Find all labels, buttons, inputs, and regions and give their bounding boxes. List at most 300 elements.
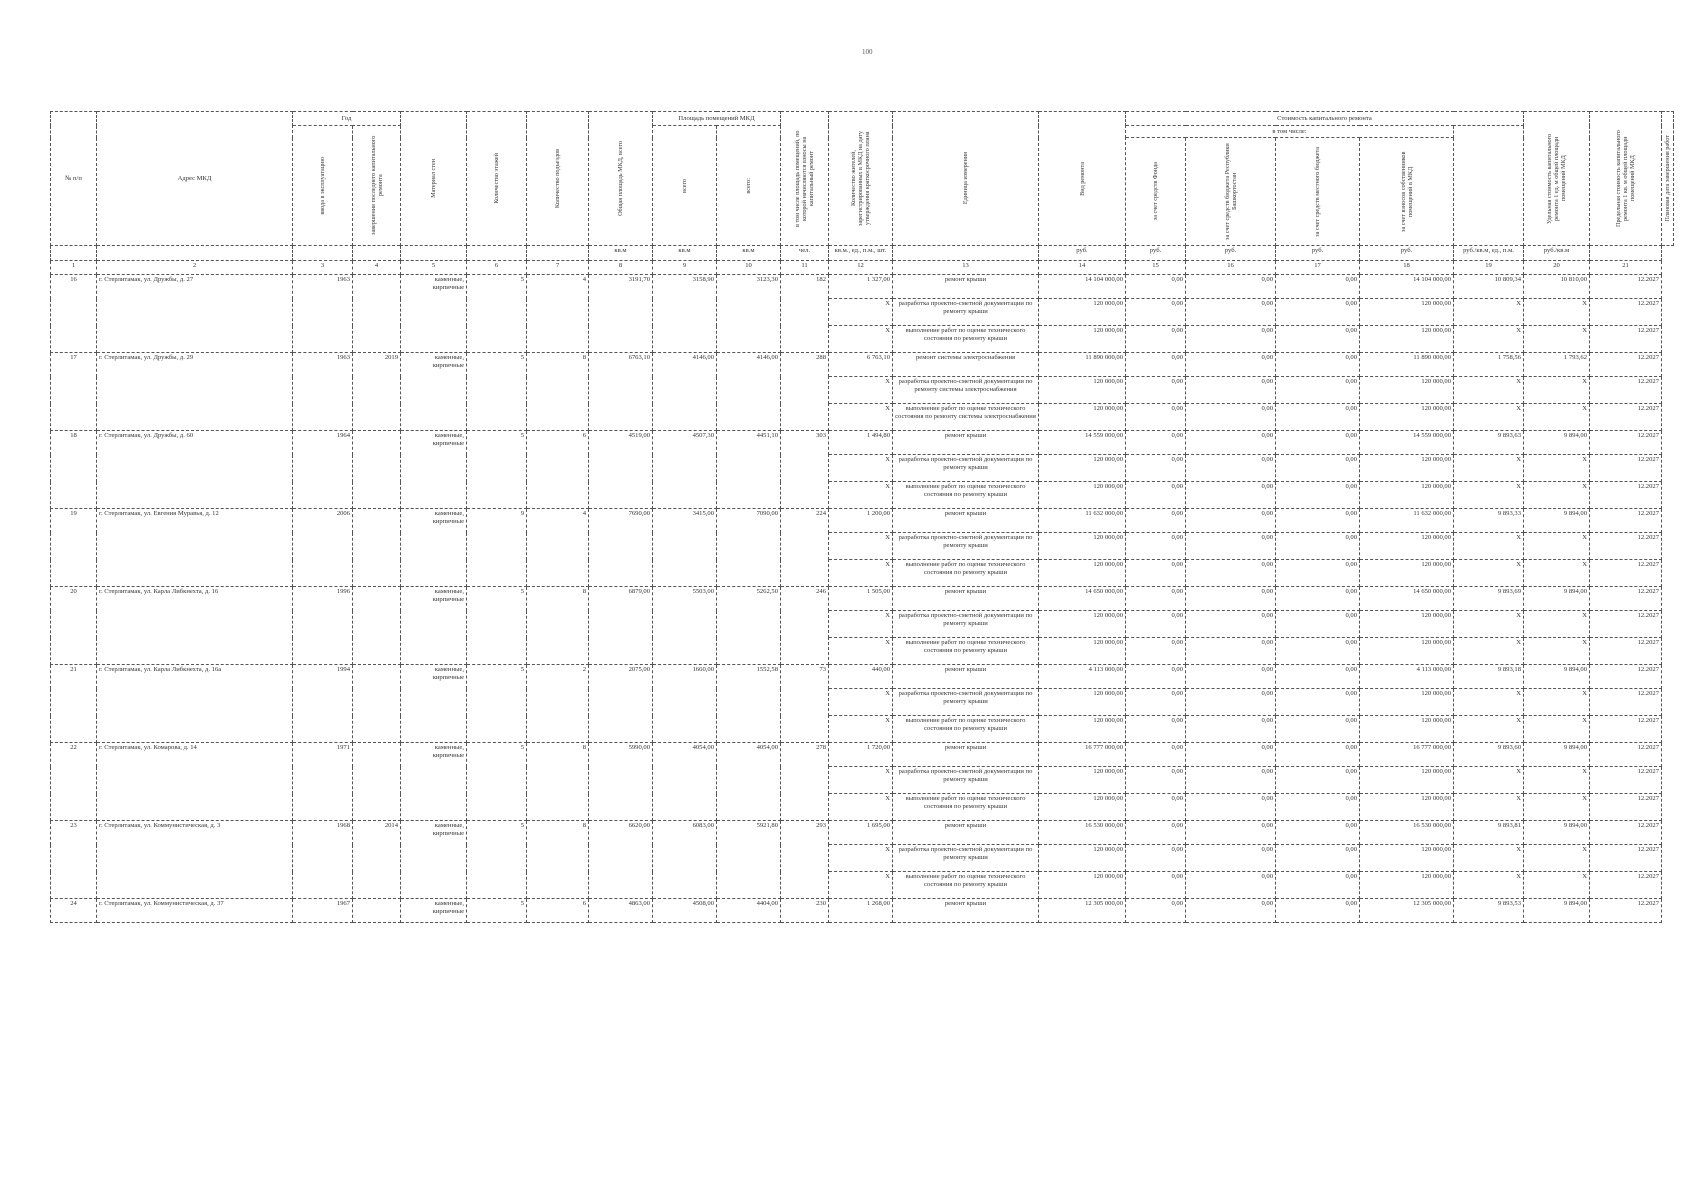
cell-max-cost: X <box>1524 560 1590 587</box>
cell-cost-fund: 0,00 <box>1126 353 1186 377</box>
cell-no: 19 <box>51 509 97 587</box>
cell-cost-total: 14 104 000,00 <box>1039 275 1126 299</box>
cell-cost-local: 0,00 <box>1276 299 1360 326</box>
cell-cost-owners: 120 000,00 <box>1360 455 1454 482</box>
cell-entrances: 8 <box>527 587 589 665</box>
cell-planned-date: 12.2027 <box>1590 560 1662 587</box>
cell-max-cost: 9 894,00 <box>1524 665 1590 689</box>
cell-cost-republic: 0,00 <box>1186 404 1276 431</box>
cell-cost-owners: 14 650 000,00 <box>1360 587 1454 611</box>
cell-cost-fund: 0,00 <box>1126 431 1186 455</box>
table-row-house <box>51 275 1674 299</box>
cell-area-premises: 4508,00 <box>653 899 717 923</box>
cell-cost-owners: 120 000,00 <box>1360 299 1454 326</box>
cell-floors: 5 <box>467 743 527 821</box>
cell-max-cost: X <box>1524 638 1590 665</box>
cell-unit-cost: 9 893,69 <box>1454 587 1524 611</box>
cell-cost-local: 0,00 <box>1276 455 1360 482</box>
cell-area-residential: 4054,00 <box>717 743 781 821</box>
cell-quantity: X <box>829 845 893 872</box>
cell-planned-date: 12.2027 <box>1590 353 1662 377</box>
cell-work-type: разработка проектно-сметной документации по ремонту крыши <box>893 299 1039 326</box>
cell-unit-cost: 9 893,60 <box>1454 743 1524 767</box>
cell-cost-total: 16 777 000,00 <box>1039 743 1126 767</box>
cell-address: г. Стерлитамак, ул. Дружбы, д. 60 <box>97 431 293 509</box>
cell-cost-republic: 0,00 <box>1186 665 1276 689</box>
cell-floors: 5 <box>467 275 527 353</box>
cell-work-type: выполнение работ по оценке технического состояния по ремонту крыши <box>893 794 1039 821</box>
cell-year-built: 1996 <box>293 587 353 665</box>
cell-year-built: 1994 <box>293 665 353 743</box>
cell-quantity: X <box>829 794 893 821</box>
cell-planned-date: 12.2027 <box>1590 377 1662 404</box>
cell-cost-republic: 0,00 <box>1186 275 1276 299</box>
cell-max-cost: 9 894,00 <box>1524 587 1590 611</box>
cell-floors: 5 <box>467 899 527 923</box>
cell-cost-total: 120 000,00 <box>1039 689 1126 716</box>
cell-cost-owners: 120 000,00 <box>1360 326 1454 353</box>
header-year-group: Год <box>293 112 401 126</box>
table-row-house <box>51 509 1674 533</box>
header-residents: Количество жителей, зарегистрированных в МКД на дату утверждения краткосрочного плана <box>829 112 893 246</box>
cell-work-type: разработка проектно-сметной документации по ремонту крыши <box>893 611 1039 638</box>
cell-address: г. Стерлитамак, ул. Карла Либкнехта, д. 16 <box>97 587 293 665</box>
cell-material: каменные, кирпичные <box>401 899 467 923</box>
cell-cost-fund: 0,00 <box>1126 716 1186 743</box>
column-number-row: 1 2 3 4 5 6 7 8 9 10 11 12 13 14 15 16 17 18 19 20 21 <box>51 261 1674 275</box>
cell-work-type: выполнение работ по оценке технического состояния по ремонту крыши <box>893 560 1039 587</box>
cell-area-residential: 4404,00 <box>717 899 781 923</box>
cell-work-type: ремонт крыши <box>893 275 1039 299</box>
header-max-cost: Предельная стоимость капитального ремонта 1 кв. м общей площади помещений МКД <box>1590 112 1662 246</box>
cell-area-premises: 3415,00 <box>653 509 717 587</box>
cell-cost-total: 16 530 000,00 <box>1039 821 1126 845</box>
cell-cost-owners: 120 000,00 <box>1360 767 1454 794</box>
header-entrances: Количество подъездов <box>527 112 589 246</box>
header-unit-cost: Удельная стоимость капитального ремонта 1 ед. м общей площади помещений МКД <box>1524 112 1590 246</box>
cell-max-cost: X <box>1524 845 1590 872</box>
cell-max-cost: 9 894,00 <box>1524 899 1590 923</box>
cell-quantity: 440,00 <box>829 665 893 689</box>
cell-max-cost: X <box>1524 377 1590 404</box>
header-cost-republic: за счет средств бюджета Республики Башкортостан <box>1186 138 1276 246</box>
header-cost-local: за счет средств местного бюджета <box>1276 138 1360 246</box>
cell-cost-fund: 0,00 <box>1126 743 1186 767</box>
cell-cost-local: 0,00 <box>1276 821 1360 845</box>
header-no: № п/п <box>51 112 97 246</box>
cell-no: 23 <box>51 821 97 899</box>
cell-cost-fund: 0,00 <box>1126 560 1186 587</box>
cell-unit-cost: 9 893,53 <box>1454 899 1524 923</box>
cell-no: 17 <box>51 353 97 431</box>
header-total-area: Общая площадь МКД, всего <box>589 112 653 246</box>
cell-cost-local: 0,00 <box>1276 533 1360 560</box>
cell-cost-total: 120 000,00 <box>1039 716 1126 743</box>
cell-cost-republic: 0,00 <box>1186 299 1276 326</box>
cell-cost-republic: 0,00 <box>1186 845 1276 872</box>
capital-repair-plan-table <box>50 111 1674 923</box>
cell-quantity: X <box>829 533 893 560</box>
cell-cost-owners: 120 000,00 <box>1360 611 1454 638</box>
cell-quantity: X <box>829 560 893 587</box>
cell-cost-local: 0,00 <box>1276 689 1360 716</box>
cell-quantity: 6 763,10 <box>829 353 893 377</box>
cell-area-residential: 1552,58 <box>717 665 781 743</box>
cell-work-type: ремонт системы электроснабжения <box>893 353 1039 377</box>
cell-cost-local: 0,00 <box>1276 509 1360 533</box>
cell-cost-total: 120 000,00 <box>1039 299 1126 326</box>
page-number: 100 <box>862 48 873 56</box>
cell-area-total: 6763,10 <box>589 353 653 431</box>
cell-unit-cost: 9 893,33 <box>1454 509 1524 533</box>
cell-planned-date: 12.2027 <box>1590 743 1662 767</box>
cell-cost-local: 0,00 <box>1276 899 1360 923</box>
cell-max-cost: X <box>1524 482 1590 509</box>
header-cost-subgroup: в том числе: <box>1126 126 1454 138</box>
table-row-house <box>51 821 1674 845</box>
cell-cost-total: 120 000,00 <box>1039 533 1126 560</box>
table-row-house <box>51 353 1674 377</box>
cell-cost-local: 0,00 <box>1276 275 1360 299</box>
cell-quantity: X <box>829 716 893 743</box>
cell-unit-cost: X <box>1454 845 1524 872</box>
cell-area-residential: 7090,00 <box>717 509 781 587</box>
cell-work-type: выполнение работ по оценке технического состояния по ремонту крыши <box>893 482 1039 509</box>
cell-max-cost: X <box>1524 767 1590 794</box>
cell-area-total: 3191,70 <box>589 275 653 353</box>
cell-unit-cost: X <box>1454 872 1524 899</box>
cell-area-total: 4519,00 <box>589 431 653 509</box>
cell-quantity: X <box>829 326 893 353</box>
cell-year-repair: 2014 <box>353 821 401 899</box>
cell-cost-owners: 120 000,00 <box>1360 872 1454 899</box>
cell-cost-republic: 0,00 <box>1186 716 1276 743</box>
cell-cost-republic: 0,00 <box>1186 821 1276 845</box>
cell-cost-fund: 0,00 <box>1126 275 1186 299</box>
cell-cost-total: 14 559 000,00 <box>1039 431 1126 455</box>
cell-no: 18 <box>51 431 97 509</box>
cell-address: г. Стерлитамак, ул. Дружбы, д. 29 <box>97 353 293 431</box>
cell-planned-date: 12.2027 <box>1590 821 1662 845</box>
cell-material: каменные, кирпичные <box>401 665 467 743</box>
cell-cost-republic: 0,00 <box>1186 689 1276 716</box>
cell-cost-fund: 0,00 <box>1126 299 1186 326</box>
cell-material: каменные, кирпичные <box>401 743 467 821</box>
cell-quantity: 1 720,00 <box>829 743 893 767</box>
cell-cost-republic: 0,00 <box>1186 533 1276 560</box>
cell-planned-date: 12.2027 <box>1590 716 1662 743</box>
cell-area-residential: 3123,30 <box>717 275 781 353</box>
cell-year-built: 1967 <box>293 899 353 923</box>
cell-cost-local: 0,00 <box>1276 431 1360 455</box>
cell-cost-fund: 0,00 <box>1126 899 1186 923</box>
cell-planned-date: 12.2027 <box>1590 431 1662 455</box>
cell-max-cost: X <box>1524 533 1590 560</box>
cell-cost-local: 0,00 <box>1276 743 1360 767</box>
cell-max-cost: X <box>1524 716 1590 743</box>
cell-area-residential: 4146,00 <box>717 353 781 431</box>
cell-year-built: 2006 <box>293 509 353 587</box>
cell-cost-republic: 0,00 <box>1186 431 1276 455</box>
cell-quantity: 1 505,00 <box>829 587 893 611</box>
cell-cost-local: 0,00 <box>1276 716 1360 743</box>
cell-entrances: 4 <box>527 509 589 587</box>
cell-cost-total: 4 113 000,00 <box>1039 665 1126 689</box>
cell-cost-total: 11 890 000,00 <box>1039 353 1126 377</box>
cell-max-cost: X <box>1524 326 1590 353</box>
units-row: кв.м кв.м кв.м чел. кв.м., ед., п.м., шт. руб. руб. руб. руб. руб. руб./кв.м, ед., п.м. руб./кв.м <box>51 246 1674 261</box>
cell-cost-owners: 120 000,00 <box>1360 377 1454 404</box>
cell-planned-date: 12.2027 <box>1590 845 1662 872</box>
cell-work-type: разработка проектно-сметной документации по ремонту крыши <box>893 845 1039 872</box>
cell-year-built: 1963 <box>293 353 353 431</box>
cell-cost-owners: 16 777 000,00 <box>1360 743 1454 767</box>
cell-floors: 5 <box>467 353 527 431</box>
cell-cost-local: 0,00 <box>1276 872 1360 899</box>
cell-cost-owners: 120 000,00 <box>1360 533 1454 560</box>
cell-address: г. Стерлитамак, ул. Карла Либкнехта, д. 16а <box>97 665 293 743</box>
cell-no: 16 <box>51 275 97 353</box>
cell-area-residential: 5921,80 <box>717 821 781 899</box>
cell-max-cost: X <box>1524 455 1590 482</box>
cell-planned-date: 12.2027 <box>1590 794 1662 821</box>
cell-cost-republic: 0,00 <box>1186 794 1276 821</box>
cell-cost-total: 120 000,00 <box>1039 326 1126 353</box>
cell-quantity: X <box>829 611 893 638</box>
cell-quantity: X <box>829 482 893 509</box>
cell-work-type: ремонт крыши <box>893 431 1039 455</box>
cell-cost-owners: 120 000,00 <box>1360 638 1454 665</box>
cell-area-premises: 1660,00 <box>653 665 717 743</box>
cell-cost-owners: 120 000,00 <box>1360 482 1454 509</box>
cell-entrances: 8 <box>527 743 589 821</box>
cell-cost-fund: 0,00 <box>1126 455 1186 482</box>
cell-cost-local: 0,00 <box>1276 794 1360 821</box>
cell-max-cost: X <box>1524 689 1590 716</box>
cell-max-cost: X <box>1524 299 1590 326</box>
cell-year-built: 1968 <box>293 821 353 899</box>
cell-unit-cost: X <box>1454 767 1524 794</box>
cell-unit-cost: X <box>1454 482 1524 509</box>
cell-cost-owners: 14 559 000,00 <box>1360 431 1454 455</box>
cell-cost-total: 120 000,00 <box>1039 767 1126 794</box>
cell-cost-republic: 0,00 <box>1186 872 1276 899</box>
cell-unit-cost: X <box>1454 716 1524 743</box>
cell-cost-local: 0,00 <box>1276 353 1360 377</box>
cell-cost-total: 120 000,00 <box>1039 845 1126 872</box>
cell-cost-fund: 0,00 <box>1126 326 1186 353</box>
cell-unit-cost: X <box>1454 689 1524 716</box>
cell-entrances: 2 <box>527 665 589 743</box>
cell-cost-republic: 0,00 <box>1186 509 1276 533</box>
cell-address: г. Стерлитамак, ул. Коммунистическая, д. 37 <box>97 899 293 923</box>
cell-year-repair <box>353 587 401 665</box>
cell-cost-local: 0,00 <box>1276 665 1360 689</box>
cell-year-repair <box>353 509 401 587</box>
cell-cost-republic: 0,00 <box>1186 587 1276 611</box>
cell-planned-date: 12.2027 <box>1590 587 1662 611</box>
cell-cost-local: 0,00 <box>1276 326 1360 353</box>
cell-unit-cost: X <box>1454 794 1524 821</box>
cell-planned-date: 12.2027 <box>1590 455 1662 482</box>
cell-unit-cost: X <box>1454 299 1524 326</box>
cell-max-cost: 9 894,00 <box>1524 431 1590 455</box>
cell-cost-total: 120 000,00 <box>1039 794 1126 821</box>
cell-area-premises: 4507,30 <box>653 431 717 509</box>
cell-quantity: X <box>829 689 893 716</box>
cell-work-type: разработка проектно-сметной документации по ремонту системы электроснабжения <box>893 377 1039 404</box>
cell-planned-date: 12.2027 <box>1590 404 1662 431</box>
cell-work-type: выполнение работ по оценке технического состояния по ремонту крыши <box>893 326 1039 353</box>
cell-cost-republic: 0,00 <box>1186 377 1276 404</box>
header-unit: Единица измерения <box>893 112 1039 246</box>
cell-residents: 73 <box>781 665 829 743</box>
cell-cost-total: 120 000,00 <box>1039 404 1126 431</box>
header-year-commissioning: ввода в эксплуатацию <box>293 126 353 246</box>
cell-unit-cost: 9 893,81 <box>1454 821 1524 845</box>
header-planned-date: Плановая дата завершения работ <box>1662 112 1674 246</box>
cell-planned-date: 12.2027 <box>1590 509 1662 533</box>
cell-year-repair <box>353 431 401 509</box>
cell-area-total: 5990,00 <box>589 743 653 821</box>
cell-cost-owners: 120 000,00 <box>1360 845 1454 872</box>
cell-planned-date: 12.2027 <box>1590 275 1662 299</box>
cell-quantity: X <box>829 767 893 794</box>
cell-planned-date: 12.2027 <box>1590 872 1662 899</box>
cell-entrances: 8 <box>527 821 589 899</box>
cell-year-built: 1963 <box>293 275 353 353</box>
cell-cost-fund: 0,00 <box>1126 587 1186 611</box>
cell-planned-date: 12.2027 <box>1590 326 1662 353</box>
cell-entrances: 8 <box>527 353 589 431</box>
cell-cost-owners: 12 305 000,00 <box>1360 899 1454 923</box>
cell-max-cost: 9 894,00 <box>1524 509 1590 533</box>
table-row-house <box>51 665 1674 689</box>
cell-residents: 230 <box>781 899 829 923</box>
cell-year-repair <box>353 275 401 353</box>
cell-cost-owners: 120 000,00 <box>1360 404 1454 431</box>
cell-max-cost: 1 793,62 <box>1524 353 1590 377</box>
cell-unit-cost: X <box>1454 638 1524 665</box>
cell-max-cost: 9 894,00 <box>1524 821 1590 845</box>
cell-quantity: X <box>829 404 893 431</box>
cell-material: каменные, кирпичные <box>401 821 467 899</box>
cell-work-type: разработка проектно-сметной документации по ремонту крыши <box>893 767 1039 794</box>
cell-unit-cost: X <box>1454 455 1524 482</box>
cell-cost-local: 0,00 <box>1276 482 1360 509</box>
cell-residents: 182 <box>781 275 829 353</box>
cell-cost-local: 0,00 <box>1276 587 1360 611</box>
cell-cost-republic: 0,00 <box>1186 611 1276 638</box>
cell-cost-republic: 0,00 <box>1186 899 1276 923</box>
cell-planned-date: 12.2027 <box>1590 899 1662 923</box>
cell-cost-local: 0,00 <box>1276 638 1360 665</box>
cell-cost-republic: 0,00 <box>1186 767 1276 794</box>
cell-work-type: разработка проектно-сметной документации по ремонту крыши <box>893 689 1039 716</box>
cell-cost-owners: 120 000,00 <box>1360 716 1454 743</box>
cell-no: 22 <box>51 743 97 821</box>
cell-cost-local: 0,00 <box>1276 560 1360 587</box>
cell-quantity: 1 200,00 <box>829 509 893 533</box>
cell-work-type: ремонт крыши <box>893 665 1039 689</box>
cell-work-type: выполнение работ по оценке технического состояния по ремонту крыши <box>893 638 1039 665</box>
cell-planned-date: 12.2027 <box>1590 482 1662 509</box>
table-body <box>51 275 1674 923</box>
cell-floors: 5 <box>467 587 527 665</box>
cell-planned-date: 12.2027 <box>1590 611 1662 638</box>
cell-cost-total: 120 000,00 <box>1039 377 1126 404</box>
cell-cost-republic: 0,00 <box>1186 353 1276 377</box>
cell-quantity: X <box>829 299 893 326</box>
cell-residents: 303 <box>781 431 829 509</box>
cell-quantity: X <box>829 377 893 404</box>
cell-cost-owners: 16 530 000,00 <box>1360 821 1454 845</box>
cell-unit-cost: 10 809,34 <box>1454 275 1524 299</box>
cell-cost-fund: 0,00 <box>1126 509 1186 533</box>
cell-cost-fund: 0,00 <box>1126 404 1186 431</box>
cell-area-total: 7690,00 <box>589 509 653 587</box>
cell-planned-date: 12.2027 <box>1590 299 1662 326</box>
cell-quantity: 1 268,00 <box>829 899 893 923</box>
cell-unit-cost: X <box>1454 377 1524 404</box>
cell-work-type: ремонт крыши <box>893 509 1039 533</box>
cell-cost-total: 120 000,00 <box>1039 638 1126 665</box>
cell-cost-total: 120 000,00 <box>1039 560 1126 587</box>
cell-cost-total: 12 305 000,00 <box>1039 899 1126 923</box>
cell-cost-owners: 11 632 000,00 <box>1360 509 1454 533</box>
cell-unit-cost: X <box>1454 611 1524 638</box>
cell-cost-fund: 0,00 <box>1126 533 1186 560</box>
cell-cost-local: 0,00 <box>1276 377 1360 404</box>
table-row-house <box>51 899 1674 923</box>
cell-cost-owners: 120 000,00 <box>1360 794 1454 821</box>
cell-cost-fund: 0,00 <box>1126 767 1186 794</box>
cell-unit-cost: 9 893,63 <box>1454 431 1524 455</box>
header-premises-residential: в том числе площадь помещений, по которой начисляются взносы на капитальный ремонт <box>781 112 829 246</box>
cell-cost-republic: 0,00 <box>1186 326 1276 353</box>
cell-year-repair <box>353 743 401 821</box>
cell-quantity: 1 327,00 <box>829 275 893 299</box>
cell-area-premises: 3158,90 <box>653 275 717 353</box>
cell-cost-local: 0,00 <box>1276 767 1360 794</box>
cell-planned-date: 12.2027 <box>1590 689 1662 716</box>
cell-no: 21 <box>51 665 97 743</box>
cell-cost-republic: 0,00 <box>1186 455 1276 482</box>
cell-year-repair <box>353 899 401 923</box>
cell-work-type: выполнение работ по оценке технического состояния по ремонту крыши <box>893 872 1039 899</box>
cell-cost-fund: 0,00 <box>1126 845 1186 872</box>
cell-cost-fund: 0,00 <box>1126 872 1186 899</box>
cell-work-type: ремонт крыши <box>893 587 1039 611</box>
cell-quantity: X <box>829 872 893 899</box>
cell-cost-owners: 120 000,00 <box>1360 560 1454 587</box>
cell-floors: 5 <box>467 665 527 743</box>
cell-max-cost: X <box>1524 404 1590 431</box>
cell-address: г. Стерлитамак, ул. Дружбы, д. 27 <box>97 275 293 353</box>
cell-cost-total: 120 000,00 <box>1039 482 1126 509</box>
cell-residents: 246 <box>781 587 829 665</box>
cell-cost-fund: 0,00 <box>1126 611 1186 638</box>
cell-cost-fund: 0,00 <box>1126 638 1186 665</box>
cell-cost-total: 11 632 000,00 <box>1039 509 1126 533</box>
cell-cost-local: 0,00 <box>1276 845 1360 872</box>
cell-planned-date: 12.2027 <box>1590 533 1662 560</box>
cell-cost-total: 120 000,00 <box>1039 455 1126 482</box>
cell-cost-owners: 4 113 000,00 <box>1360 665 1454 689</box>
cell-max-cost: X <box>1524 794 1590 821</box>
header-year-last-repair: завершения последнего капитального ремонта <box>353 126 401 246</box>
cell-unit-cost: 1 758,56 <box>1454 353 1524 377</box>
